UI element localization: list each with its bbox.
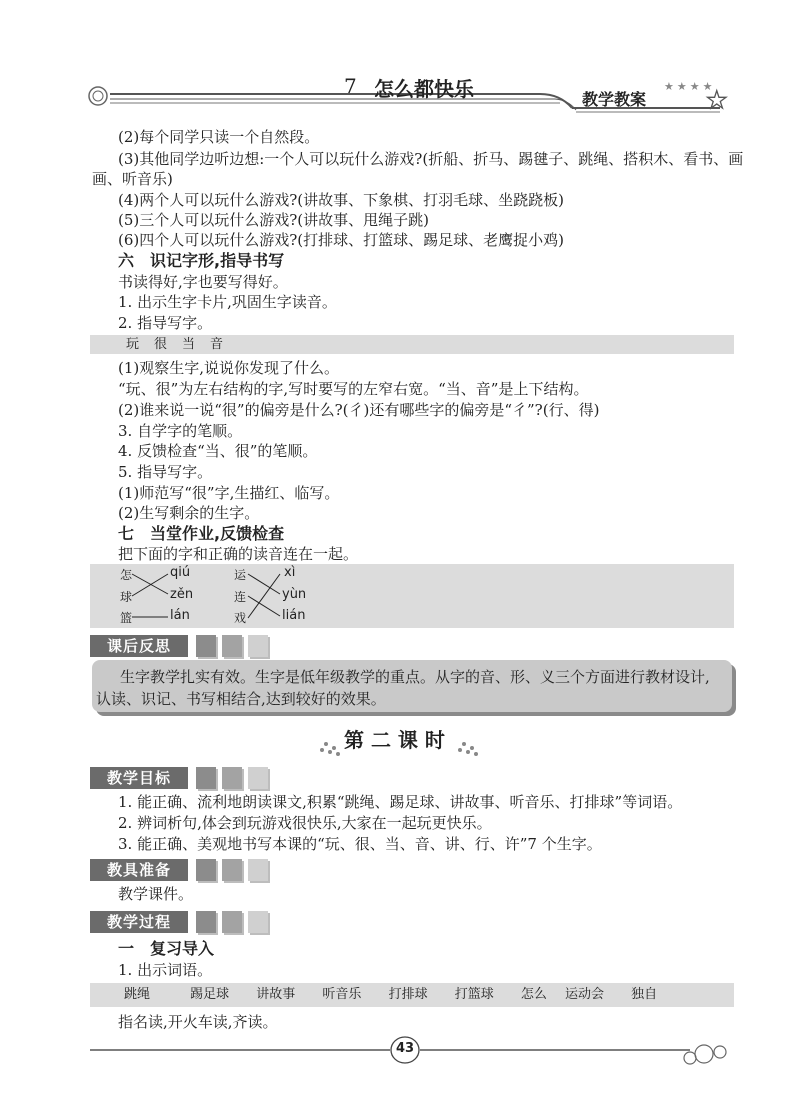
process-label-block bbox=[90, 911, 290, 933]
label-square-2 bbox=[222, 859, 242, 881]
chars-list: 玩 很 当 音 bbox=[126, 337, 225, 352]
goals-label: 教学目标 bbox=[90, 767, 188, 789]
label-square-3 bbox=[248, 859, 268, 881]
reflection-label-block bbox=[90, 635, 290, 657]
match-a-char-3: 篮 bbox=[120, 611, 133, 625]
part1-line-6: (6)四个人可以玩什么游戏?(打排球、打篮球、踢足球、老鹰捉小鸡) bbox=[118, 231, 564, 249]
word-item: 打排球 bbox=[388, 987, 428, 1002]
goal-1: 1. 能正确、流利地朗读课文,积累“跳绳、踢足球、讲故事、听音乐、打排球”等词语。 bbox=[118, 793, 683, 811]
label-square-3 bbox=[248, 767, 268, 789]
section6-title: 六 识记字形,指导书写 bbox=[118, 251, 285, 270]
words-bar bbox=[90, 983, 734, 1007]
chars-bar bbox=[90, 335, 734, 354]
word-item: 讲故事 bbox=[256, 987, 296, 1002]
part1-line-5: (5)三个人可以玩什么游戏?(讲故事、甩绳子跳) bbox=[118, 211, 429, 229]
label-square-1 bbox=[196, 767, 216, 789]
reflection-label: 课后反思 bbox=[90, 635, 188, 657]
goal-3: 3. 能正确、美观地书写本课的“玩、很、当、音、讲、行、许”7 个生字。 bbox=[118, 835, 602, 853]
matching-exercise bbox=[90, 564, 734, 628]
part1-line-3: 画、听音乐) bbox=[92, 170, 173, 188]
section6-step5: 5. 指导写字。 bbox=[118, 463, 213, 481]
reading-instruction: 指名读,开火车读,齐读。 bbox=[118, 1013, 278, 1031]
section6-intro: 书读得好,字也要写得好。 bbox=[118, 273, 288, 291]
label-square-1 bbox=[196, 859, 216, 881]
part1-line-4: (4)两个人可以玩什么游戏?(讲故事、下象棋、打羽毛球、坐跷跷板) bbox=[118, 191, 564, 209]
match-b-char-3: 戏 bbox=[234, 611, 247, 625]
section6-obs2: “玩、很”为左右结构的字,写时要写的左窄右宽。“当、音”是上下结构。 bbox=[118, 380, 589, 398]
star-decoration-icon: ★★★★ bbox=[664, 80, 716, 93]
section7-title: 七 当堂作业,反馈检查 bbox=[118, 524, 285, 543]
match-a-pinyin-3: lán bbox=[170, 608, 190, 623]
reflection-text-2: 认读、识记、书写相结合,达到较好的效果。 bbox=[96, 690, 386, 708]
word-item: 听音乐 bbox=[322, 987, 362, 1002]
tools-label-block bbox=[90, 859, 290, 881]
big-star-icon: ★ bbox=[706, 86, 728, 114]
page-footer bbox=[0, 1030, 800, 1080]
words-row bbox=[124, 983, 671, 1007]
goals-label-block bbox=[90, 767, 290, 789]
section6-sub2: (2)生写剩余的生字。 bbox=[118, 504, 260, 522]
part1-line-2: (3)其他同学边听边想:一个人可以玩什么游戏?(折船、折马、踢毽子、跳绳、搭积木、看书、画 bbox=[118, 150, 744, 168]
process-title: 一 复习导入 bbox=[118, 939, 215, 958]
reflection-box bbox=[92, 660, 732, 712]
label-square-1 bbox=[196, 635, 216, 657]
label-square-2 bbox=[222, 767, 242, 789]
label-square-2 bbox=[222, 911, 242, 933]
section6-step1: 1. 出示生字卡片,巩固生字读音。 bbox=[118, 293, 337, 311]
label-square-1 bbox=[196, 911, 216, 933]
lesson-number: 7 bbox=[344, 74, 357, 98]
match-b-char-2: 连 bbox=[234, 590, 247, 604]
section6-step3: 3. 自学字的笔顺。 bbox=[118, 422, 243, 440]
match-a-char-1: 怎 bbox=[120, 568, 133, 582]
tools-label: 教具准备 bbox=[90, 859, 188, 881]
section6-step4: 4. 反馈检查“当、很”的笔顺。 bbox=[118, 442, 318, 460]
word-item: 运动会 bbox=[564, 987, 604, 1002]
page-header bbox=[0, 60, 800, 120]
process-step1: 1. 出示词语。 bbox=[118, 961, 213, 979]
process-label: 教学过程 bbox=[90, 911, 188, 933]
section6-obs3: (2)谁来说一说“很”的偏旁是什么?(彳)还有哪些字的偏旁是“彳”?(行、得) bbox=[118, 401, 600, 419]
section6-obs1: (1)观察生字,说说你发现了什么。 bbox=[118, 359, 340, 377]
word-item: 怎么 bbox=[520, 987, 547, 1002]
match-b-char-1: 运 bbox=[234, 568, 247, 582]
page-number: 43 bbox=[396, 1041, 415, 1056]
match-b-pinyin-3: lián bbox=[282, 608, 306, 623]
tools-text: 教学课件。 bbox=[118, 885, 194, 903]
label-square-3 bbox=[248, 911, 268, 933]
match-a-pinyin-2: zěn bbox=[170, 587, 194, 602]
section6-sub1: (1)师范写“很”字,生描红、临写。 bbox=[118, 484, 340, 502]
match-a-pinyin-1: qiú bbox=[170, 565, 191, 580]
lesson2-title-block bbox=[300, 722, 500, 762]
section7-instruction: 把下面的字和正确的读音连在一起。 bbox=[118, 545, 359, 563]
word-item: 打篮球 bbox=[454, 987, 494, 1002]
goal-2: 2. 辨词析句,体会到玩游戏很快乐,大家在一起玩更快乐。 bbox=[118, 814, 492, 832]
match-b-pinyin-1: xì bbox=[284, 565, 296, 580]
reflection-text-1: 生字教学扎实有效。生字是低年级教学的重点。从字的音、形、义三个方面进行教材设计, bbox=[120, 668, 710, 686]
word-item: 踢足球 bbox=[190, 987, 230, 1002]
header-side-title: 教学教案 bbox=[582, 90, 647, 109]
label-square-3 bbox=[248, 635, 268, 657]
word-item: 跳绳 bbox=[124, 987, 151, 1002]
section6-step2: 2. 指导写字。 bbox=[118, 314, 213, 332]
lesson2-title: 第 二 课 时 bbox=[344, 728, 445, 752]
word-item: 独自 bbox=[631, 987, 658, 1002]
part1-line-1: (2)每个同学只读一个自然段。 bbox=[118, 128, 320, 146]
match-b-pinyin-2: yùn bbox=[282, 587, 307, 602]
match-a-char-2: 球 bbox=[120, 590, 133, 604]
lesson-title: 怎么都快乐 bbox=[374, 77, 474, 101]
label-square-2 bbox=[222, 635, 242, 657]
